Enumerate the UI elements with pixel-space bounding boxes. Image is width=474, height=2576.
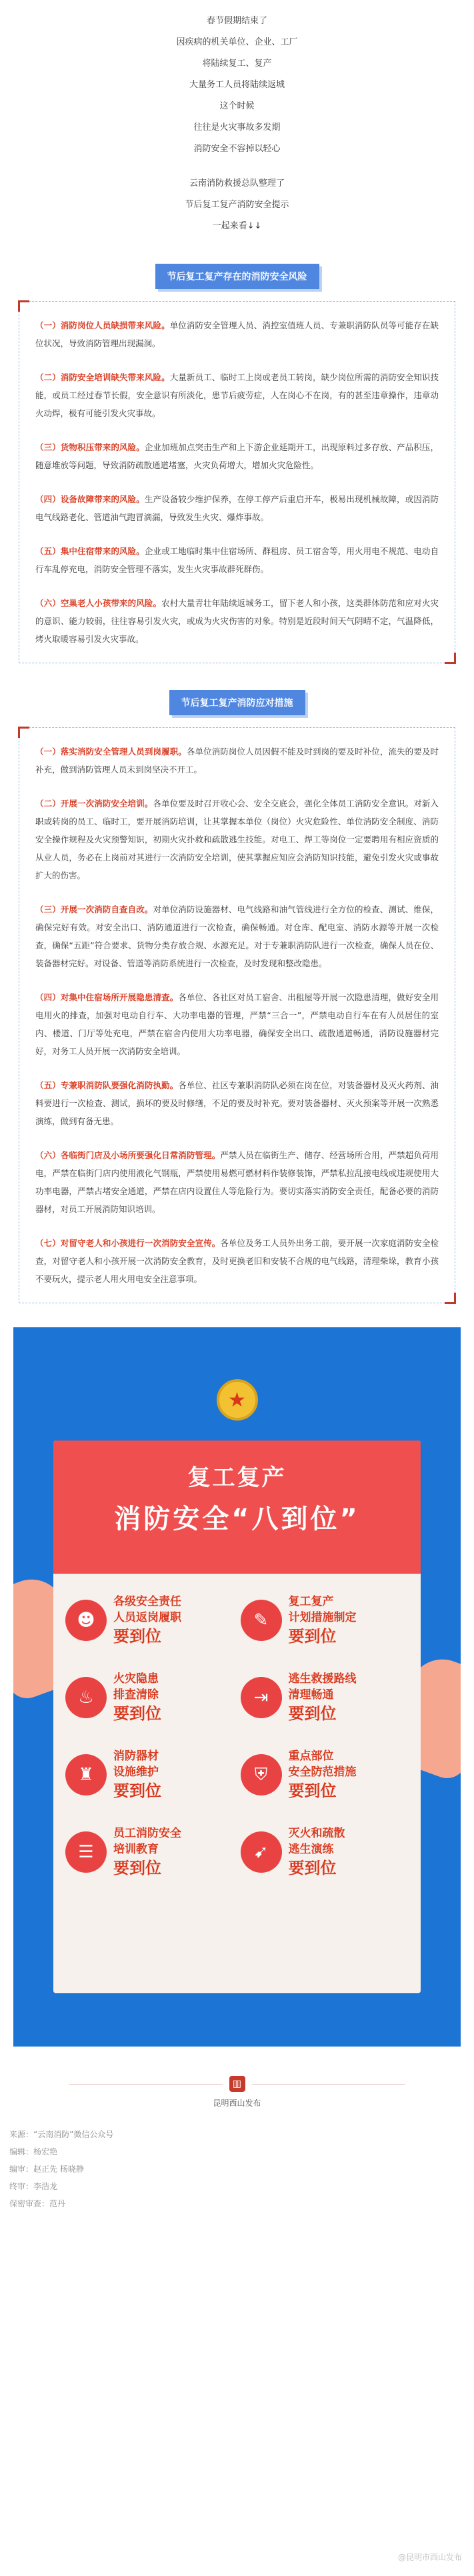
poster-subtitle: 消防安全“八到位” <box>114 1504 360 1534</box>
poster-item-emphasis: 要到位 <box>113 1859 161 1877</box>
poster-item-line: 逃生演练 <box>288 1843 334 1856</box>
measures-card <box>19 727 455 1303</box>
risks-card <box>19 301 455 663</box>
credits-block <box>0 2108 474 2212</box>
poster-item-line: 消防器材 <box>113 1750 159 1763</box>
measure-body: 各单位、各社区对员工宿舍、出租屋等开展一次隐患清理，做好安全用电用火的排查，加强对电动自行车、大功率电器的管理，严禁“三合一”，严禁电动自行车在有人员居住的室内、楼道、门厅等处充电，严禁在宿舍内使用大功率电器，确保安全出口、疏散通道畅通，消防设施器材完好，对务工人员开展一次消防安全培训。 <box>35 992 439 1056</box>
measure-paragraph <box>35 1234 439 1288</box>
training-icon: ☰ <box>65 1831 107 1873</box>
measure-heading: （三）开展一次消防自查自改。 <box>35 904 153 914</box>
building-icon: ▥ <box>229 2076 245 2092</box>
section-heading-measures <box>0 690 474 715</box>
poster-item-line: 灭火和疏散 <box>288 1827 345 1840</box>
measure-heading: （二）开展一次消防安全培训。 <box>35 799 153 808</box>
poster-item-line: 排查清除 <box>113 1688 159 1702</box>
section-title: 节后复工复产消防应对措施 <box>169 690 305 715</box>
poster-item <box>65 1671 234 1724</box>
clipboard-icon: ✎ <box>241 1600 282 1641</box>
poster-item-emphasis: 要到位 <box>288 1781 337 1800</box>
intro-block <box>0 0 474 237</box>
poster-item-line: 计划措施制定 <box>288 1611 357 1624</box>
intro-line: 春节假期结束了 <box>206 16 267 26</box>
publisher-logo <box>0 2076 474 2108</box>
poster-item-line: 人员返岗履职 <box>113 1611 181 1624</box>
intro-line: 往往是火灾事故多发期 <box>193 123 281 133</box>
risk-paragraph <box>35 438 439 474</box>
risk-body: 农村大量青壮年陆续返城务工，留下老人和小孩，这类群体防范和应对火灾的意识、能力较弱，往往容易引发火灾，或成为火灾伤害的对象。特别是近段时间天气阴晴不定，气温降低，烤火取暖容易引发火灾事故。 <box>35 598 439 644</box>
poster-item-emphasis: 要到位 <box>113 1781 161 1800</box>
poster-item-line: 培训教育 <box>113 1843 159 1856</box>
extinguisher-icon: ♜ <box>65 1754 107 1795</box>
risk-paragraph <box>35 490 439 526</box>
intro-line: 因疾病的机关单位、企业、工厂 <box>176 37 298 47</box>
risk-heading: （一）消防岗位人员缺损带来风险。 <box>35 320 170 330</box>
poster-header <box>53 1441 421 1574</box>
risk-paragraph <box>35 594 439 648</box>
runner-icon: ➹ <box>241 1831 282 1873</box>
eight-points-poster <box>13 1327 461 2047</box>
poster-item-line: 员工消防安全 <box>113 1827 181 1840</box>
measure-paragraph <box>35 743 439 779</box>
watermark: @昆明市西山发布 <box>397 2553 462 2562</box>
poster-item-line: 火灾隐患 <box>113 1672 159 1686</box>
poster-item <box>241 1594 409 1647</box>
measure-body: 各单位及务工人员外出务工前，要开展一次家庭消防安全检查，对留守老人和小孩开展一次消防安全教育，及时更换老旧和安装不合规的电气线路，清理柴垛，教育小孩不要玩火，提示老人用火用电安全注意事项。 <box>35 1238 439 1284</box>
poster-item <box>241 1748 409 1801</box>
measure-heading: （五）专兼职消防队要强化消防执勤。 <box>35 1080 179 1090</box>
poster-item-line: 各级安全责任 <box>113 1595 181 1608</box>
person-icon: ☻ <box>65 1600 107 1641</box>
section-heading-risks <box>0 264 474 289</box>
measure-body: 严禁人员在临街生产、储存、经营场所合用，严禁超负荷用电，严禁在临街门店内使用液化气钢瓶，严禁使用易燃可燃材料作装修装饰，严禁私拉乱接电线或违规使用大功率电器，严禁占堵安全通道，严禁在店内设置住人等危险行为。要切实落实消防安全责任，配备必要的消防器材，对员工开展消防知识培训。 <box>35 1150 439 1214</box>
intro-line: 这个时候 <box>219 101 255 111</box>
poster-item-line: 设施维护 <box>113 1766 159 1779</box>
risk-paragraph <box>35 316 439 352</box>
poster-item-line: 复工复产 <box>288 1595 334 1608</box>
poster-item-line: 清理畅通 <box>288 1688 334 1702</box>
risk-body: 大量新员工、临时工上岗或老员工转岗，缺少岗位所需的消防安全知识技能，或员工经过春节长假，安全意识有所淡化，患节后疲劳症，人在岗心不在岗，有的甚至违章操作，违章动火动焊，极有可能引发火灾事故。 <box>35 372 439 418</box>
credit-line: 来源：“云南消防”微信公众号 <box>9 2130 114 2139</box>
intro-line: 云南消防救援总队整理了 <box>189 178 285 188</box>
section-title: 节后复工复产存在的消防安全风险 <box>155 264 319 289</box>
risk-heading: （三）货物积压带来的风险。 <box>35 442 145 452</box>
poster-board <box>53 1441 421 1993</box>
poster-title: 复工复产 <box>187 1464 287 1491</box>
fire-rescue-emblem-icon <box>217 1379 258 1421</box>
divider-line <box>252 2084 405 2085</box>
poster-item-emphasis: 要到位 <box>288 1859 337 1877</box>
risk-paragraph <box>35 368 439 422</box>
poster-item-emphasis: 要到位 <box>113 1627 161 1646</box>
poster-item-emphasis: 要到位 <box>288 1704 337 1723</box>
poster-item-line: 逃生救援路线 <box>288 1672 357 1686</box>
measure-paragraph <box>35 1076 439 1130</box>
measure-body: 对单位消防设施器材、电气线路和油气管线进行全方位的检查、测试、维保，确保完好有效。对安全出口、消防通道进行一次检查，确保畅通。对仓库、配电室、消防水源等开展一次检查，确保“五距”符合要求、货物分类存放合规、水源充足。对于专兼职消防队进行一次检查，确保人员在位、装备器材完好。对设备、管道等消防系统进行一次检查，及时发现和整改隐患。 <box>35 904 439 968</box>
poster-grid <box>65 1594 409 1879</box>
risk-heading: （六）空巢老人小孩带来的风险。 <box>35 598 162 608</box>
credit-line: 编审：赵正先 杨晓静 <box>9 2164 84 2174</box>
risk-paragraph <box>35 542 439 578</box>
measure-heading: （六）各临街门店及小场所要强化日常消防管理。 <box>35 1150 221 1160</box>
risk-heading: （四）设备故障带来的风险。 <box>35 494 145 504</box>
poster-item-line: 重点部位 <box>288 1750 334 1763</box>
measure-body: 各单位消防岗位人员因假不能及时到岗的要及时补位，流失的要及时补充，做到消防管理人员未到岗坚决不开工。 <box>35 747 439 775</box>
poster-item <box>65 1594 234 1647</box>
measure-paragraph <box>35 900 439 972</box>
risk-body: 企业或工地临时集中住宿场所、群租房、员工宿舍等，用火用电不规范、电动自行车乱停充电，消防安全管理不落实，发生火灾事故群死群伤。 <box>35 546 439 574</box>
risk-body: 企业加班加点突击生产和上下游企业延期开工，出现原料过多存放、产品积压，随意堆放等问题，导致消防疏散通道堵塞，火灾负荷增大，增加火灾危险性。 <box>35 442 439 470</box>
publisher-name: 昆明西山发布 <box>213 2098 261 2108</box>
credit-line: 终审：李浩龙 <box>9 2182 58 2191</box>
flame-icon: ♨ <box>65 1677 107 1718</box>
measure-paragraph <box>35 1146 439 1218</box>
intro-line: 消防安全不容掉以轻心 <box>193 144 281 154</box>
poster-item <box>65 1748 234 1801</box>
risk-heading: （二）消防安全培训缺失带来风险。 <box>35 372 170 382</box>
poster-item <box>65 1825 234 1879</box>
measure-paragraph <box>35 795 439 884</box>
poster-item <box>241 1825 409 1879</box>
measure-paragraph <box>35 988 439 1060</box>
risk-body: 生产设备较少维护保养，在停工停产后重启开车，极易出现机械故障，或因消防电气线路老化、管道油气跑冒滴漏，导致发生火灾、爆炸事故。 <box>35 494 439 522</box>
poster-item <box>241 1671 409 1724</box>
measure-body: 各单位要及时召开收心会、安全交底会，强化全体员工消防安全意识。对新入职或转岗的员工、临时工，要开展消防培训，让其掌握本单位（岗位）火灾危险性、单位消防安全制度、消防安全操作规程及火灾预警知识，初期火灾扑救和疏散逃生技能。对电工、焊工等岗位一定要聘用有相应资质的从业人员，务必在上岗前对其进行一次消防安全培训，使其掌握应知应会消防知识技能，避免引发火灾或事故扩大的伤害。 <box>35 799 439 880</box>
measure-heading: （一）落实消防安全管理人员到岗履职。 <box>35 747 187 757</box>
measure-heading: （四）对集中住宿场所开展隐患清查。 <box>35 992 179 1002</box>
intro-line: 大量务工人员将陆续返城 <box>189 80 285 90</box>
poster-item-emphasis: 要到位 <box>113 1704 161 1723</box>
measure-heading: （七）对留守老人和小孩进行一次消防安全宣传。 <box>35 1238 221 1248</box>
intro-line: 一起来看↓↓ <box>212 221 262 231</box>
poster-item-line: 安全防范措施 <box>288 1766 357 1779</box>
exit-icon: ⇥ <box>241 1677 282 1718</box>
risk-body: 单位消防安全管理人员、消控室值班人员、专兼职消防队员等可能存在缺位状况，导致消防管理出现漏洞。 <box>35 320 439 348</box>
credit-line: 保密审查：范丹 <box>9 2199 66 2208</box>
credit-line: 编辑：杨宏艳 <box>9 2147 58 2156</box>
intro-line: 将陆续复工、复产 <box>202 59 272 69</box>
intro-line: 节后复工复产消防安全提示 <box>185 200 289 210</box>
risk-heading: （五）集中住宿带来的风险。 <box>35 546 145 556</box>
divider-line <box>69 2084 223 2085</box>
poster-item-emphasis: 要到位 <box>288 1627 337 1646</box>
shield-icon: ⛨ <box>241 1754 282 1795</box>
measure-body: 各单位、社区专兼职消防队必须在岗在位，对装备器材及灭火药剂、油料要进行一次检查、测试，损坏的要及时修缮，不足的要及时补充。要对装备器材、灭火预案等开展一次熟悉演练，做到有备无患。 <box>35 1080 439 1126</box>
